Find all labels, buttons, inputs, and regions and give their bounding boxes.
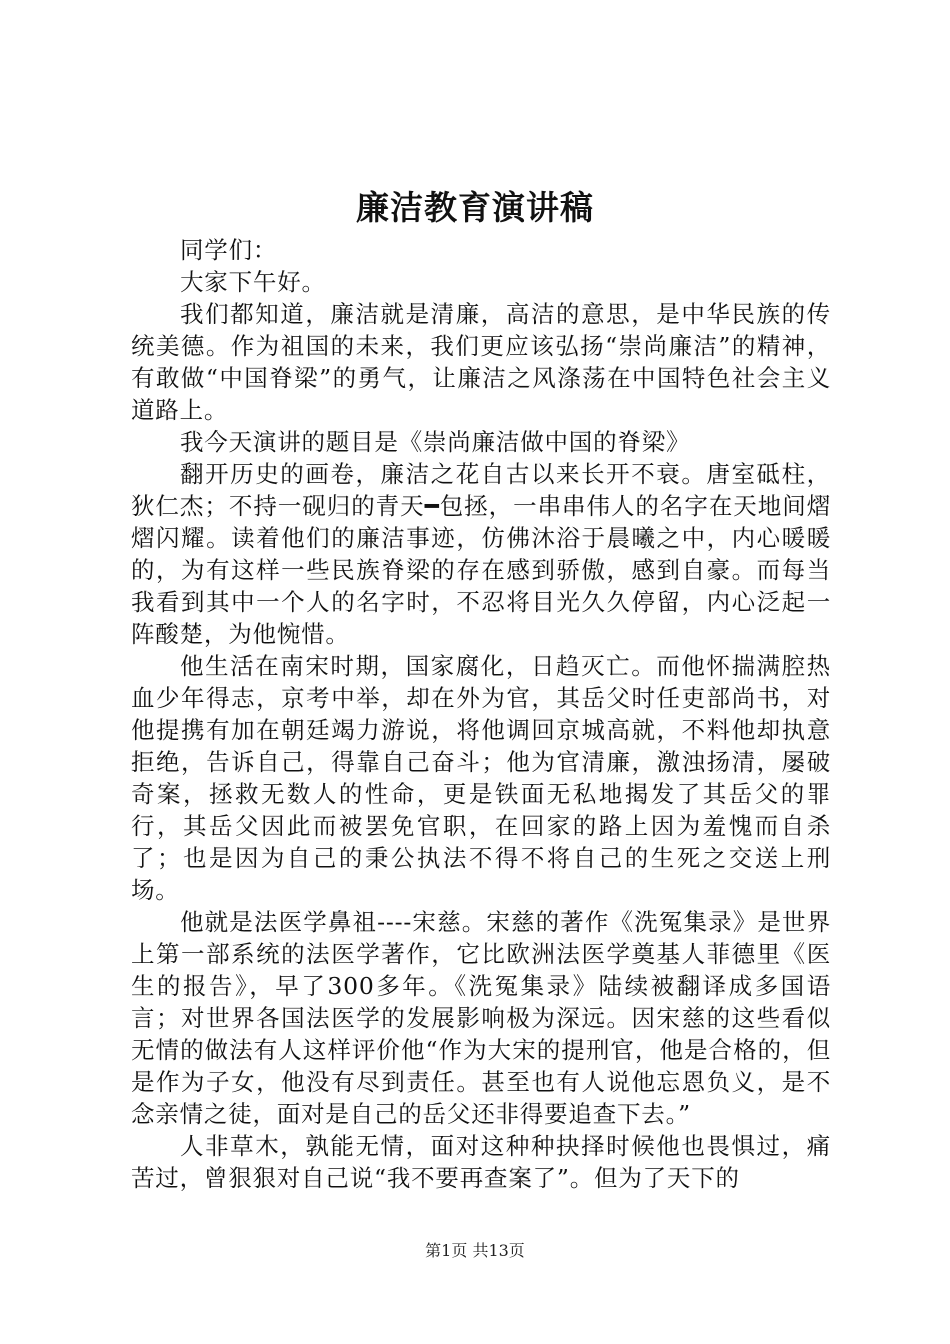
paragraph-song-ci: 他就是法医学鼻祖----宋慈。宋慈的著作《洗冤集录》是世界上第一部系统的法医学著作，它比欧洲法医学奠基人菲德里《医生的报告》，早了300多年。《洗冤集录》陆续被翻译成多国语言；对世界各国法医学的发展影响极为深远。因宋慈的这些看似无情的做法有人这样评价他“作为大宋的提刑官，他是合格的，但是作为子女，他没有尽到责任。甚至也有人说他忘恩负义，是不念亲情之徒，面对是自己的岳父还非得要追查下去。” (131, 908, 831, 1128)
document-body (131, 234, 831, 1194)
paragraph-conclusion: 人非草木，孰能无情，面对这种种抉择时候他也畏惧过，痛苦过，曾狠狠对自己说“我不要再查案了”。但为了天下的 (131, 1132, 831, 1192)
paragraph-intro: 我们都知道，廉洁就是清廉，高洁的意思，是中华民族的传统美德。作为祖国的未来，我们更应该弘扬“崇尚廉洁”的精神，有敢做“中国脊梁”的勇气，让廉洁之风涤荡在中国特色社会主义道路上。 (131, 300, 831, 424)
paragraph-topic: 我今天演讲的题目是《崇尚廉洁做中国的脊梁》 (180, 428, 691, 456)
page-title: 廉洁教育演讲稿 (356, 188, 594, 227)
paragraph-salutation: 大家下午好。 (180, 268, 326, 296)
page-number-footer: 第1页 共13页 (425, 1241, 525, 1260)
paragraph-history: 翻开历史的画卷，廉洁之花自古以来长开不衰。唐室砥柱，狄仁杰；不持一砚归的青天━包拯，一串串伟人的名字在天地间熠熠闪耀。读着他们的廉洁事迹，仿佛沐浴于晨曦之中，内心暖暖的，为有这样一些民族脊梁的存在感到骄傲，感到自豪。而每当我看到其中一个人的名字时，不忍将目光久久停留，内心泛起一阵酸楚，为他惋惜。 (131, 460, 831, 648)
paragraph-story: 他生活在南宋时期，国家腐化，日趋灭亡。而他怀揣满腔热血少年得志，京考中举，却在外为官，其岳父时任吏部尚书，对他提携有加在朝廷竭力游说，将他调回京城高就，不料他却执意拒绝，告诉自己，得靠自己奋斗；他为官清廉，激浊扬清，屡破奇案，拯救无数人的性命，更是铁面无私地揭发了其岳父的罪行，其岳父因此而被罢免官职，在回家的路上因为羞愧而自杀了；也是因为自己的秉公执法不得不将自己的生死之交送上刑场。 (131, 652, 831, 904)
paragraph-greeting: 同学们： (180, 236, 278, 264)
